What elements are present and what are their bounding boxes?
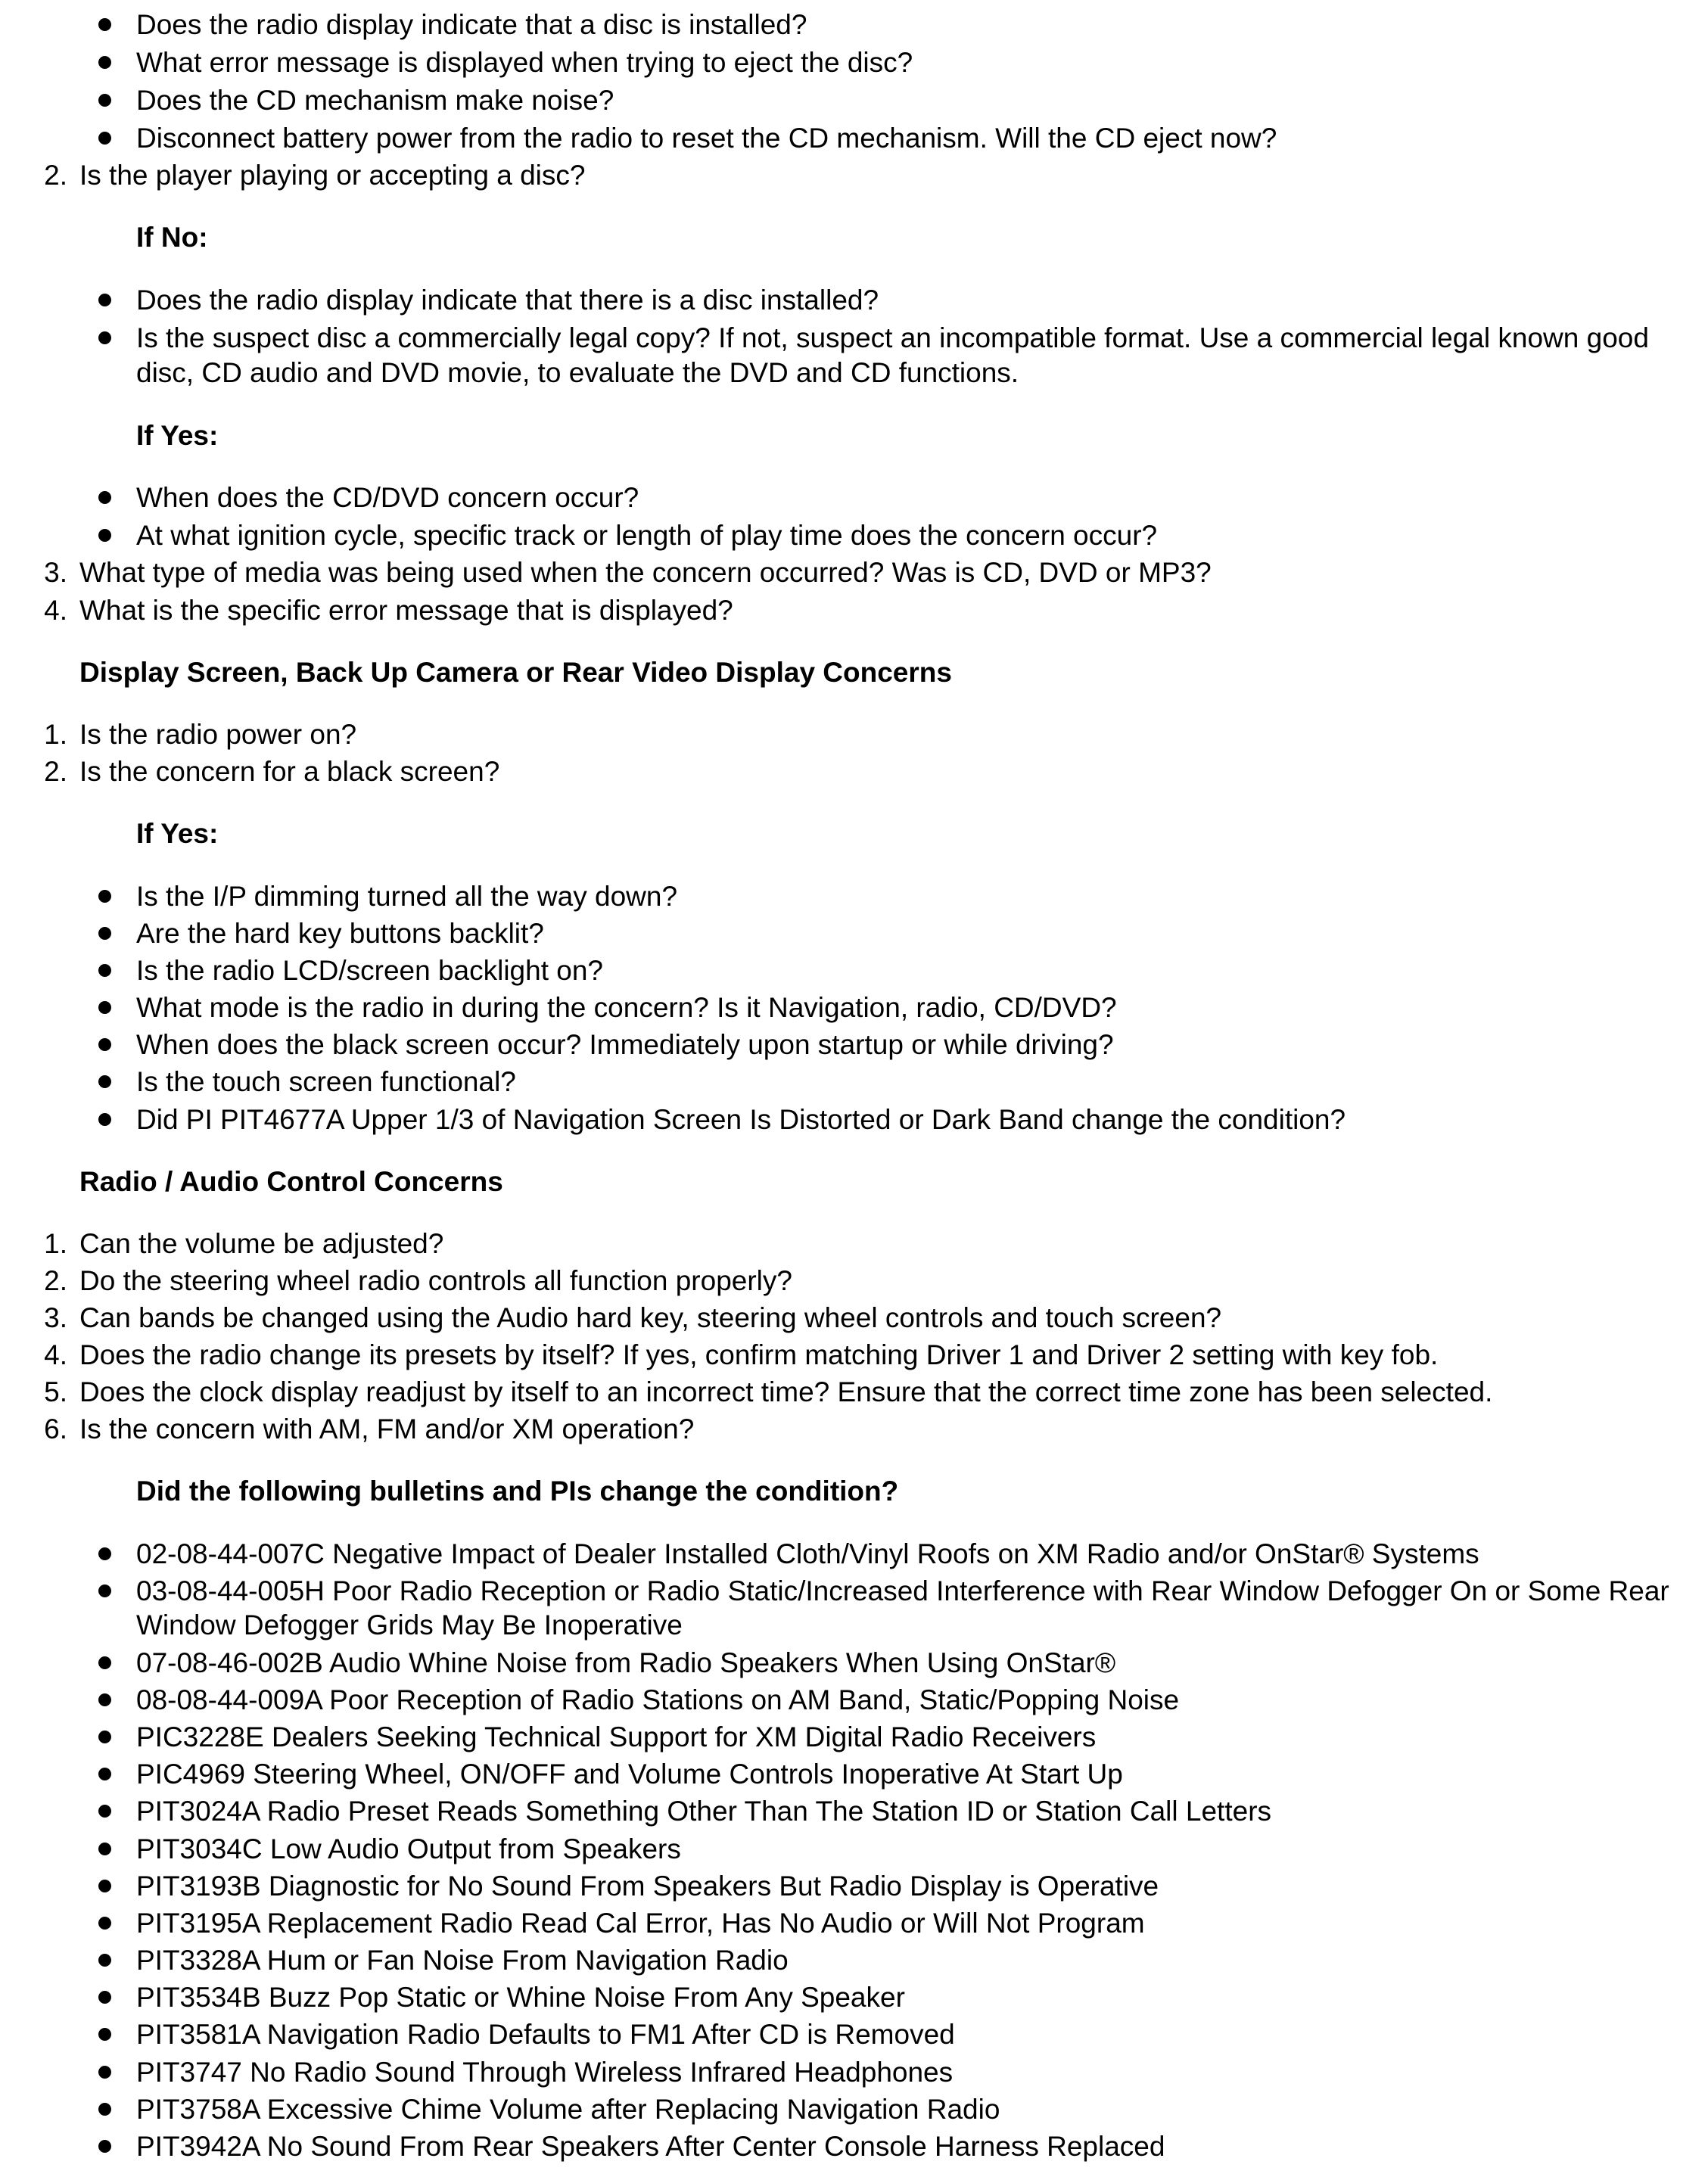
item-text: Is the player playing or accepting a disc? — [79, 160, 586, 191]
list-item: When does the CD/DVD concern occur? — [136, 479, 639, 516]
bulletin-item: PIT3193B Diagnostic for No Sound From Speakers But Radio Display is Operative — [136, 1867, 1159, 1905]
item-text: Can bands be changed using the Audio hard key, steering wheel controls and touch screen? — [79, 1302, 1222, 1333]
item-text: Is the radio power on? — [79, 719, 357, 750]
list-item: Is the touch screen functional? — [136, 1063, 516, 1100]
item-number: 6. — [44, 1413, 67, 1445]
bulletin-item: 07-08-46-002B Audio Whine Noise from Radio Speakers When Using OnStar® — [136, 1644, 1115, 1681]
list-item: Is the radio LCD/screen backlight on? — [136, 952, 603, 989]
bulletin-item: PIT3024A Radio Preset Reads Something Other Than The Station ID or Station Call Letters — [136, 1793, 1271, 1830]
item-text: Does the radio change its presets by itself? If yes, confirm matching Driver 1 and Driver 2 setting with key fob. — [79, 1339, 1439, 1370]
item-text: Does the clock display readjust by itself to an incorrect time? Ensure that the correct time zone has been selected. — [79, 1376, 1493, 1407]
numbered-item — [44, 1373, 1493, 1410]
item-text: Is the concern for a black screen? — [79, 756, 500, 787]
item-text: Can the volume be adjusted? — [79, 1228, 444, 1259]
numbered-item — [44, 753, 500, 790]
item-number: 1. — [44, 719, 67, 750]
bulletin-item: PIT3581A Navigation Radio Defaults to FM1 After CD is Removed — [136, 2016, 955, 2053]
numbered-item — [44, 1336, 1439, 1373]
if-yes-heading: If Yes: — [136, 420, 219, 451]
list-item: At what ignition cycle, specific track or length of play time does the concern occur? — [136, 517, 1157, 554]
numbered-item — [44, 1299, 1222, 1336]
item-number: 2. — [44, 160, 67, 191]
numbered-item — [44, 157, 586, 194]
list-item: When does the black screen occur? Immediately upon startup or while driving? — [136, 1026, 1114, 1063]
bulletin-item: PIT3034C Low Audio Output from Speakers — [136, 1830, 681, 1867]
list-item: Does the CD mechanism make noise? — [136, 82, 614, 119]
list-item: Are the hard key buttons backlit? — [136, 915, 544, 952]
bulletin-item: PIT3758A Excessive Chime Volume after Replacing Navigation Radio — [136, 2091, 1000, 2128]
bulletin-item: 02-08-44-007C Negative Impact of Dealer Installed Cloth/Vinyl Roofs on XM Radio and/or OnStar® Systems — [136, 1535, 1479, 1572]
item-number: 3. — [44, 1302, 67, 1333]
list-item: Is the I/P dimming turned all the way down? — [136, 878, 677, 915]
bulletins-heading: Did the following bulletins and PIs change the condition? — [136, 1476, 899, 1507]
bulletin-item: PIT3534B Buzz Pop Static or Whine Noise From Any Speaker — [136, 1979, 905, 2016]
section-heading-display: Display Screen, Back Up Camera or Rear Video Display Concerns — [79, 657, 952, 688]
numbered-item — [44, 592, 733, 629]
item-number: 4. — [44, 1339, 67, 1370]
list-item: Did PI PIT4677A Upper 1/3 of Navigation Screen Is Distorted or Dark Band change the condition? — [136, 1101, 1346, 1138]
numbered-item — [44, 716, 357, 753]
item-number: 5. — [44, 1376, 67, 1407]
item-number: 3. — [44, 557, 67, 588]
item-text: What is the specific error message that is displayed? — [79, 595, 733, 626]
list-item: Is the suspect disc a commercially legal copy? If not, suspect an incompatible format. Use a commercial legal known good — [136, 319, 1649, 356]
list-item-continuation: disc, CD audio and DVD movie, to evaluate the DVD and CD functions. — [136, 357, 1019, 388]
bulletin-item: PIT3328A Hum or Fan Noise From Navigation Radio — [136, 1942, 789, 1979]
numbered-item — [44, 554, 1212, 591]
list-item: Does the radio display indicate that there is a disc installed? — [136, 281, 879, 319]
numbered-item — [44, 1225, 444, 1262]
bulletin-item: PIC4969 Steering Wheel, ON/OFF and Volume Controls Inoperative At Start Up — [136, 1756, 1123, 1793]
bulletin-item: PIT3195A Replacement Radio Read Cal Error, Has No Audio or Will Not Program — [136, 1905, 1145, 1942]
item-text: What type of media was being used when the concern occurred? Was is CD, DVD or MP3? — [79, 557, 1212, 588]
list-item: Disconnect battery power from the radio to reset the CD mechanism. Will the CD eject now? — [136, 120, 1277, 157]
if-yes-heading: If Yes: — [136, 818, 219, 849]
numbered-item — [44, 1262, 792, 1299]
bulletin-item-continuation: Window Defogger Grids May Be Inoperative — [136, 1609, 683, 1640]
bulletin-item: PIT3747 No Radio Sound Through Wireless Infrared Headphones — [136, 2054, 953, 2091]
item-number: 2. — [44, 1265, 67, 1296]
list-item: What error message is displayed when trying to eject the disc? — [136, 44, 913, 81]
list-item: What mode is the radio in during the concern? Is it Navigation, radio, CD/DVD? — [136, 989, 1117, 1026]
bulletin-item: 08-08-44-009A Poor Reception of Radio Stations on AM Band, Static/Popping Noise — [136, 1681, 1179, 1718]
bulletin-item: 03-08-44-005H Poor Radio Reception or Radio Static/Increased Interference with Rear Window Defogger On or Some Rear — [136, 1572, 1669, 1609]
item-text: Is the concern with AM, FM and/or XM operation? — [79, 1413, 695, 1445]
list-item: Does the radio display indicate that a disc is installed? — [136, 6, 807, 43]
if-no-heading: If No: — [136, 222, 208, 253]
item-text: Do the steering wheel radio controls all function properly? — [79, 1265, 792, 1296]
item-number: 1. — [44, 1228, 67, 1259]
item-number: 2. — [44, 756, 67, 787]
bulletin-item: PIT3942A No Sound From Rear Speakers After Center Console Harness Replaced — [136, 2128, 1165, 2165]
item-number: 4. — [44, 595, 67, 626]
bulletin-item: PIC3228E Dealers Seeking Technical Support for XM Digital Radio Receivers — [136, 1718, 1096, 1756]
numbered-item — [44, 1410, 695, 1448]
section-heading-radio: Radio / Audio Control Concerns — [79, 1166, 503, 1197]
